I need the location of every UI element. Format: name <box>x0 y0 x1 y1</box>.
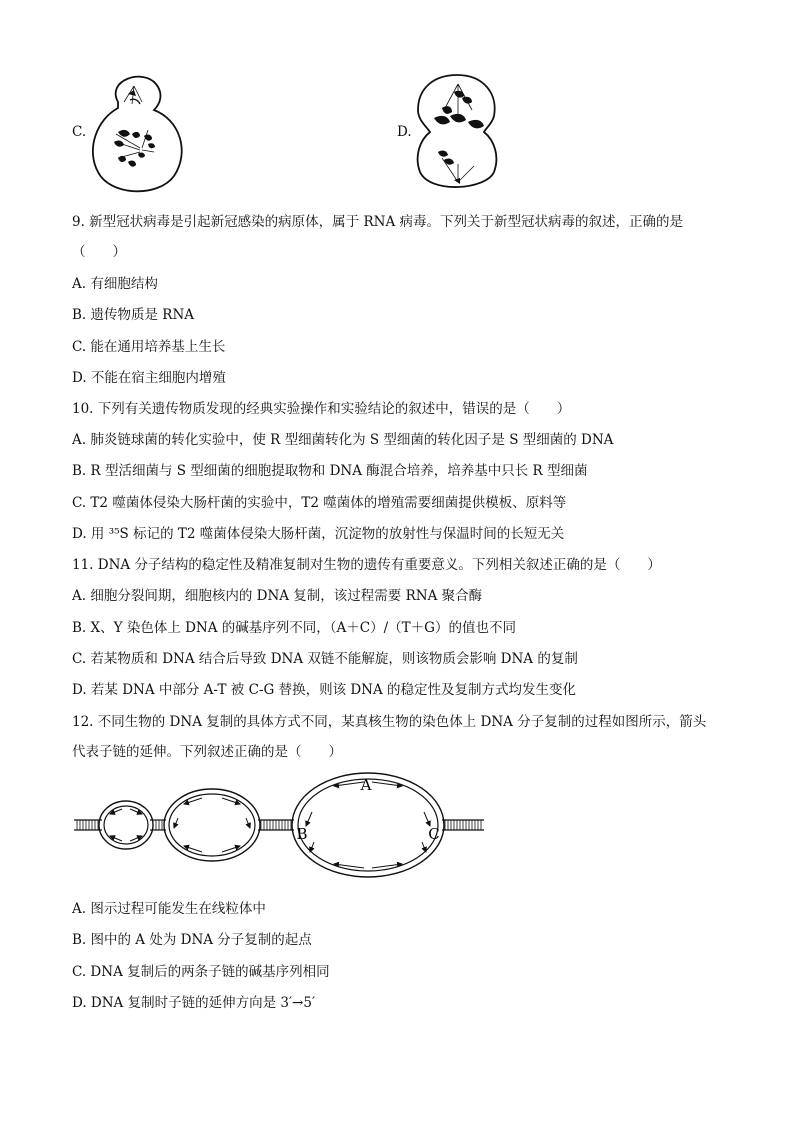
cell-division-figure-d <box>414 72 500 196</box>
question-10-option-d: D. 用 ³⁵S 标记的 T2 噬菌体侵染大肠杆菌，沉淀物的放射性与保温时间的长短无关 <box>72 526 565 542</box>
question-12-option-c: C. DNA 复制后的两条子链的碱基序列相同 <box>72 964 330 980</box>
question-10-option-a: A. 肺炎链球菌的转化实验中，使 R 型细菌转化为 S 型细菌的转化因子是 S 型细菌的 DNA <box>72 432 614 448</box>
question-9-answer-blank: （ ） <box>72 244 126 260</box>
question-12-option-a: A. 图示过程可能发生在线粒体中 <box>72 901 266 917</box>
question-12-stem-line-2: 代表子链的延伸。下列叙述正确的是（ ） <box>72 744 342 760</box>
question-10-option-c: C. T2 噬菌体侵染大肠杆菌的实验中，T2 噬菌体的增殖需要细菌提供模板、原料等 <box>72 495 567 511</box>
option-d-label: D. <box>397 124 412 140</box>
figure-label-c: C <box>428 825 440 843</box>
question-10-option-b: B. R 型活细菌与 S 型细菌的细胞提取物和 DNA 酶混合培养，培养基中只长 R 型细菌 <box>72 463 588 479</box>
question-11-option-d: D. 若某 DNA 中部分 A-T 被 C-G 替换，则该 DNA 的稳定性及复制方式均发生变化 <box>72 682 577 698</box>
question-11-stem: 11. DNA 分子结构的稳定性及精准复制对生物的遗传有重要意义。下列相关叙述正确的是（ ） <box>72 557 661 573</box>
question-9-option-d: D. 不能在宿主细胞内增殖 <box>72 370 226 386</box>
cell-division-figure-c <box>88 72 188 194</box>
question-9-option-b: B. 遗传物质是 RNA <box>72 307 195 323</box>
question-11-option-a: A. 细胞分裂间期，细胞核内的 DNA 复制，该过程需要 RNA 聚合酶 <box>72 588 483 604</box>
question-11-option-b: B. X、Y 染色体上 DNA 的碱基序列不同，（A＋C）/（T＋G）的值也不同 <box>72 620 516 636</box>
question-9-option-c: C. 能在通用培养基上生长 <box>72 339 226 355</box>
question-12-option-d: D. DNA 复制时子链的延伸方向是 3′→5′ <box>72 995 316 1011</box>
question-11-option-c: C. 若某物质和 DNA 结合后导致 DNA 双链不能解旋，则该物质会影响 DNA 的复制 <box>72 651 578 667</box>
question-12-stem-line-1: 12. 不同生物的 DNA 复制的具体方式不同，某真核生物的染色体上 DNA 分子复制的过程如图所示，箭头 <box>72 714 707 730</box>
figure-label-a: A <box>360 776 372 794</box>
question-9-option-a: A. 有细胞结构 <box>72 276 158 292</box>
question-9-stem: 9. 新型冠状病毒是引起新冠感染的病原体，属于 RNA 病毒。下列关于新型冠状病毒的叙述，正确的是 <box>72 214 683 230</box>
question-10-stem: 10. 下列有关遗传物质发现的经典实验操作和实验结论的叙述中，错误的是（ ） <box>72 401 571 417</box>
question-12-option-b: B. 图中的 A 处为 DNA 分子复制的起点 <box>72 932 312 948</box>
dna-replication-figure <box>74 772 486 890</box>
option-c-label: C. <box>72 124 87 140</box>
figure-label-b: B <box>296 825 308 843</box>
